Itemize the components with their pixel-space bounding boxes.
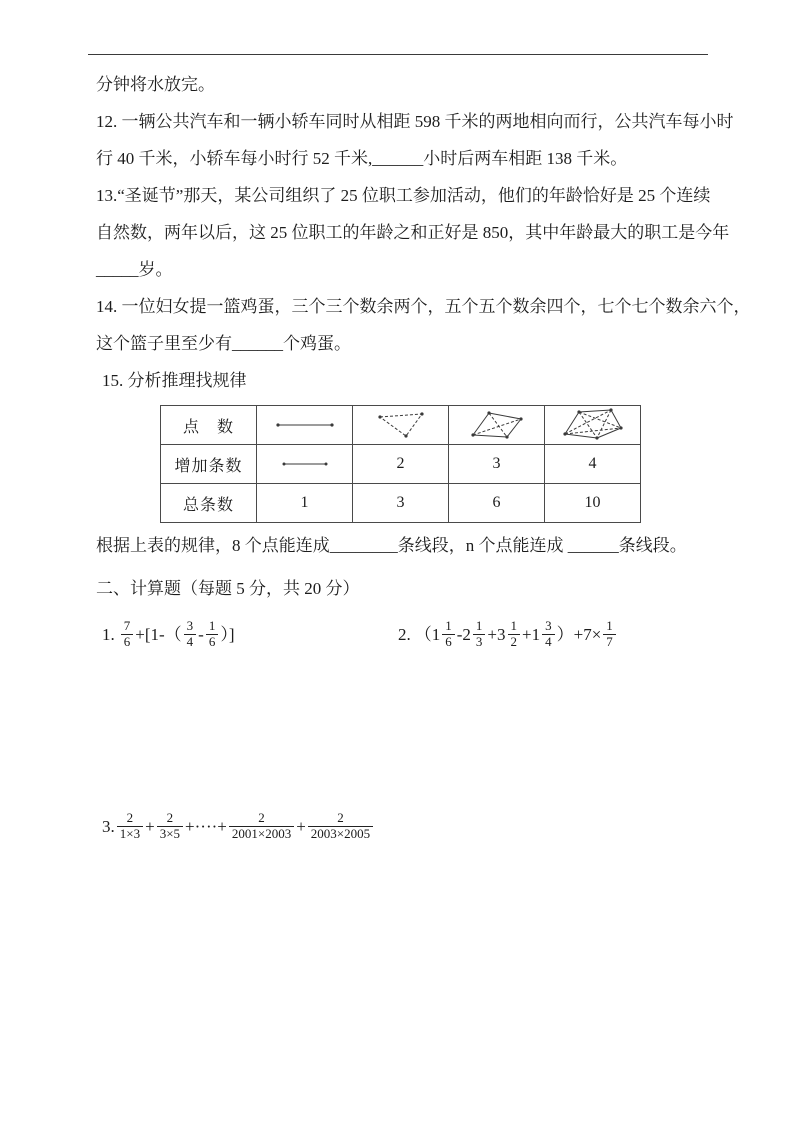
problem-13-line-2: 自然数，两年以后，这 25 位职工的年龄之和正好是 850，其中年龄最大的职工是今年	[96, 223, 730, 242]
page-content	[96, 66, 751, 849]
calc-problem-3-dots: +····+	[185, 817, 227, 836]
pattern-table	[160, 405, 641, 523]
calc-problem-2	[398, 613, 618, 657]
fraction: $\frac{2}{2003\times 2005}$	[308, 811, 373, 842]
table-row-points	[161, 406, 641, 445]
table-row-total-segments	[161, 484, 641, 523]
cell-total-3: 3	[353, 484, 449, 523]
problem-13-line-3: _____岁。	[96, 260, 173, 279]
fraction: $\frac{2}{1\times 3}$	[117, 811, 143, 842]
fraction: $\frac{1}{3}$	[473, 619, 486, 650]
problem-13-line-1: 13.“圣诞节”那天，某公司组织了 25 位职工参加活动，他们的年龄恰好是 25 个连续	[96, 186, 711, 205]
page-top-rule	[88, 54, 708, 55]
calc-problem-3-label: 3.	[102, 817, 115, 836]
calc-problem-2-op-1: -2	[456, 625, 471, 644]
cell-diagram-5-points	[545, 406, 641, 445]
table-row-added-segments	[161, 445, 641, 484]
triangle-3-points-icon	[370, 409, 432, 441]
cell-total-1: 1	[257, 484, 353, 523]
fraction: $\frac{2}{3\times 5}$	[157, 811, 183, 842]
fraction: $\frac{2}{2001\times 2003}$	[229, 811, 294, 842]
cell-diagram-3-points	[353, 406, 449, 445]
calc-problem-2-op-2: +3	[487, 625, 506, 644]
cell-diagram-segment	[257, 445, 353, 484]
calc-problem-1-text-1: +[1-（	[135, 625, 182, 644]
fraction: $\frac{3}{4}$	[184, 619, 197, 650]
problem-12-line-1: 12. 一辆公共汽车和一辆小轿车同时从相距 598 千米的两地相向而行，公共汽车每小时	[96, 112, 734, 131]
table-conclusion-line: 根据上表的规律，8 个点能连成________条线段，n 个点能连成 ______条线段。	[96, 536, 687, 555]
segment-icon	[281, 458, 329, 470]
problem-14-line-2: 这个篮子里至少有______个鸡蛋。	[96, 334, 351, 353]
calc-problem-2-close: ）+7×	[556, 625, 602, 644]
calc-problem-3-op-2: +	[296, 817, 306, 836]
cell-total-10: 10	[545, 484, 641, 523]
table-header-added-segments: 增加条数	[161, 445, 257, 484]
cell-added-4: 4	[545, 445, 641, 484]
calc-problem-3-op-1: +	[145, 817, 155, 836]
fraction: $\frac{1}{6}$	[206, 619, 219, 650]
calc-problem-2-op-3: +1	[522, 625, 541, 644]
section-2-title: 二、计算题（每题 5 分，共 20 分）	[96, 579, 360, 598]
fraction: $\frac{3}{4}$	[542, 619, 555, 650]
calc-problem-1-text-2: -	[198, 625, 204, 644]
carryover-line: 分钟将水放完。	[96, 75, 215, 94]
calc-problem-2-label: 2.	[398, 625, 411, 644]
cell-diagram-4-points	[449, 406, 545, 445]
calc-problem-2-open: （1	[414, 625, 441, 644]
problem-15-title: 15. 分析推理找规律	[102, 371, 247, 390]
table-header-total-segments: 总条数	[161, 484, 257, 523]
cell-added-2: 2	[353, 445, 449, 484]
calc-problem-1-label: 1.	[102, 625, 115, 644]
complete-graph-4-points-icon	[465, 409, 529, 441]
fraction: $\frac{7}{6}$	[121, 619, 134, 650]
fraction: $\frac{1}{2}$	[508, 619, 521, 650]
calc-problem-1-text-3: ）]	[220, 625, 235, 644]
fraction: $\frac{1}{6}$	[442, 619, 455, 650]
cell-diagram-2-points	[257, 406, 353, 445]
fraction: $\frac{1}{7}$	[603, 619, 616, 650]
cell-added-3: 3	[449, 445, 545, 484]
problem-12-line-2: 行 40 千米，小轿车每小时行 52 千米,______小时后两车相距 138 千米。	[96, 149, 628, 168]
problem-14-line-1: 14. 一位妇女提一篮鸡蛋，三个三个数余两个，五个五个数余四个，七个七个数余六个，	[96, 297, 751, 316]
calc-problem-1	[102, 613, 398, 657]
segment-2-points-icon	[274, 418, 336, 432]
cell-total-6: 6	[449, 484, 545, 523]
calc-problems-row	[96, 613, 718, 657]
calc-problem-3	[102, 805, 718, 849]
complete-graph-5-points-icon	[559, 408, 627, 442]
table-header-points: 点 数	[161, 406, 257, 445]
